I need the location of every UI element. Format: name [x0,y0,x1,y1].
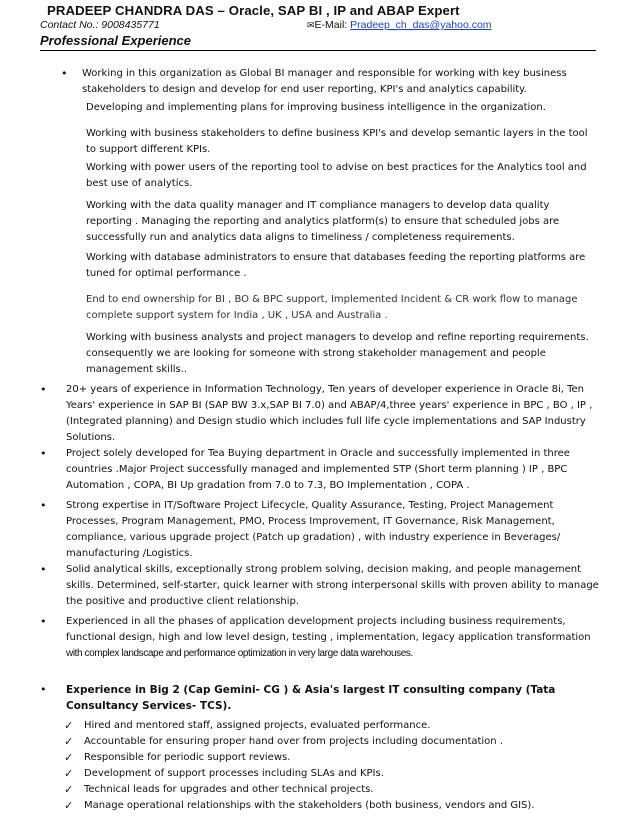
candidate-name-title: PRADEEP CHANDRA DAS – Oracle, SAP BI , IP and ABAP Expert [47,3,460,18]
bullet-icon: • [61,67,68,80]
checklist-item: Accountable for ensuring proper hand over from projects including documentation . [84,736,503,747]
check-icon: ✓ [64,751,74,764]
email-label: E-Mail: [314,19,351,31]
sub-bullet-text: Working in this organization as Global BI manager and responsible for working with key business stakeholders to design and develop for end user reporting, KPI's and analytics capability. [82,68,567,95]
check-icon: ✓ [64,735,74,748]
paragraph-7: Working with business analysts and project managers to develop and refine reporting requirements. consequently we are looking for someone with strong stakeholder management and people management skills.. [86,332,589,375]
check-icon: ✓ [64,767,74,780]
paragraph-4: Working with the data quality manager and IT compliance managers to develop data quality reporting . Managing the reporting and analytics platform(s) to ensure that scheduled jobs are successfully run and analytics data aligns to timeliness / completeness requirements. [86,200,560,243]
bullet-icon: • [40,499,47,512]
bullet-icon: • [40,683,47,696]
paragraph-5: Working with database administrators to ensure that databases feeding the reporting platforms are tuned for optimal performance . [86,252,586,279]
section-title: Professional Experience [40,33,192,48]
email-line [307,19,492,31]
big2-heading: Experience in Big 2 (Cap Gemini- CG ) & Asia's largest IT consulting company (Tata Consultancy Services- TCS). [66,684,556,712]
contact-number: Contact No.: 9008435771 [40,19,160,31]
checklist-item: Responsible for periodic support reviews. [84,752,291,763]
bullet-icon: • [40,563,47,576]
mail-icon: ✉ [307,20,315,30]
bullet-phases-text: Experienced in all the phases of application development projects including business requirements, functional design, high and low level design, testing , implementation, legacy application transformation [66,616,591,643]
bullet-icon: • [40,615,47,628]
paragraph-3: Working with power users of the reporting tool to advise on best practices for the Analytics tool and best use of analytics. [86,162,587,189]
bullet-phases-tail: with complex landscape and performance optimization in very large data warehouses. [66,648,413,659]
paragraph-1: Developing and implementing plans for improving business intelligence in the organization. [86,102,546,113]
bullet-expertise: Strong expertise in IT/Software Project Lifecycle, Quality Assurance, Testing, Project Management Processes, Program Management, PMO, Process Improvement, IT Governance, Risk Management, compliance, various upgrade project (Patch up gradation) , with industry experience in Beverages/ manufacturing /Logistics. [66,500,561,559]
bullet-icon: • [40,447,47,460]
email-link[interactable]: Pradeep_ch_das@yahoo.com [350,19,492,31]
checklist-item: Manage operational relationships with the stakeholders (both business, vendors and GIS). [84,800,535,811]
bullet-experience: 20+ years of experience in Information Technology, Ten years of developer experience in Oracle 8i, Ten Years' experience in SAP BI (SAP BW 3.x,SAP BI 7.0) and ABAP/4,three years' experience in BPC , BO , IP , (Integrated planning) and Design studio which includes full life cycle implementations and SAP Industry Solutions. [66,384,593,443]
check-icon: ✓ [64,719,74,732]
check-icon: ✓ [64,783,74,796]
paragraph-6: End to end ownership for BI , BO & BPC support, Implemented Incident & CR work flow to manage complete support system for India , UK , USA and Australia . [86,294,578,321]
bullet-icon: • [40,383,47,396]
check-icon: ✓ [64,799,74,812]
checklist-item: Hired and mentored staff, assigned projects, evaluated performance. [84,720,431,731]
bullet-project: Project solely developed for Tea Buying department in Oracle and successfully implemented in three countries .Major Project successfully managed and implemented STP (Short term planning ) IP , BPC Automation , COPA, BI Up gradation from 7.0 to 7.3, BO Implementation , COPA . [66,448,570,491]
bullet-skills: Solid analytical skills, exceptionally strong problem solving, decision making, and people management skills. Determined, self-starter, quick learner with strong interpersonal skills with proven ability to manage the positive and productive client relationship. [66,564,599,607]
paragraph-2: Working with business stakeholders to define business KPI's and develop semantic layers in the tool to support different KPIs. [86,128,588,155]
checklist-item: Development of support processes including SLAs and KPIs. [84,768,384,779]
checklist-item: Technical leads for upgrades and other technical projects. [84,784,374,795]
section-divider [40,50,596,51]
bullet-phases [66,614,601,662]
